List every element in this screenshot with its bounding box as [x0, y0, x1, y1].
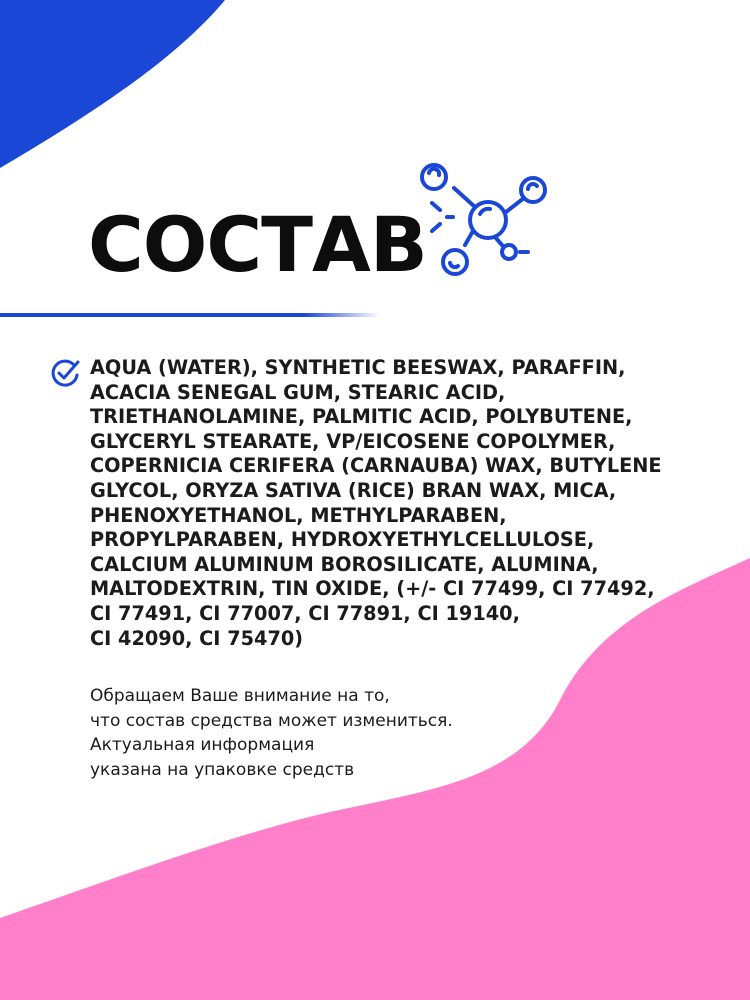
divider-line: [0, 313, 380, 317]
blue-corner-shape: [0, 0, 225, 168]
notice-text: Обращаем Ваше внимание на то, что состав средства может измениться. Актуальная информация указана на упаковке средств: [90, 686, 453, 780]
check-circle-icon: [50, 356, 80, 388]
molecule-icon: [410, 150, 560, 290]
ingredients-list: AQUA (WATER), SYNTHETIC BEESWAX, PARAFFIN, ACACIA SENEGAL GUM, STEARIC ACID, TRIETHANOLAMINE, PALMITIC ACID, POLYBUTENE, GLYCERYL STEARATE, VP/EICOSENE COPOLYMER, COPERNICIA CERIFERA (CARNAUBA) WAX, BUTYLENE GLYCOL, ORYZA SATIVA (RICE) BRAN WAX, MICA, PHENOXYETHANOL, METHYLPARABEN, PROPYLPARABEN, HYDROXYETHYLCELLULOSE, CALCIUM ALUMINUM BOROSILICATE, ALUMINA, MALTODEXTRIN, TIN OXIDE, (+/- CI 77499, CI 77492, CI 77491, CI 77007, CI 77891, CI 19140, CI 42090, CI 75470): [90, 356, 662, 650]
page-title: СОСТАВ: [88, 200, 427, 289]
